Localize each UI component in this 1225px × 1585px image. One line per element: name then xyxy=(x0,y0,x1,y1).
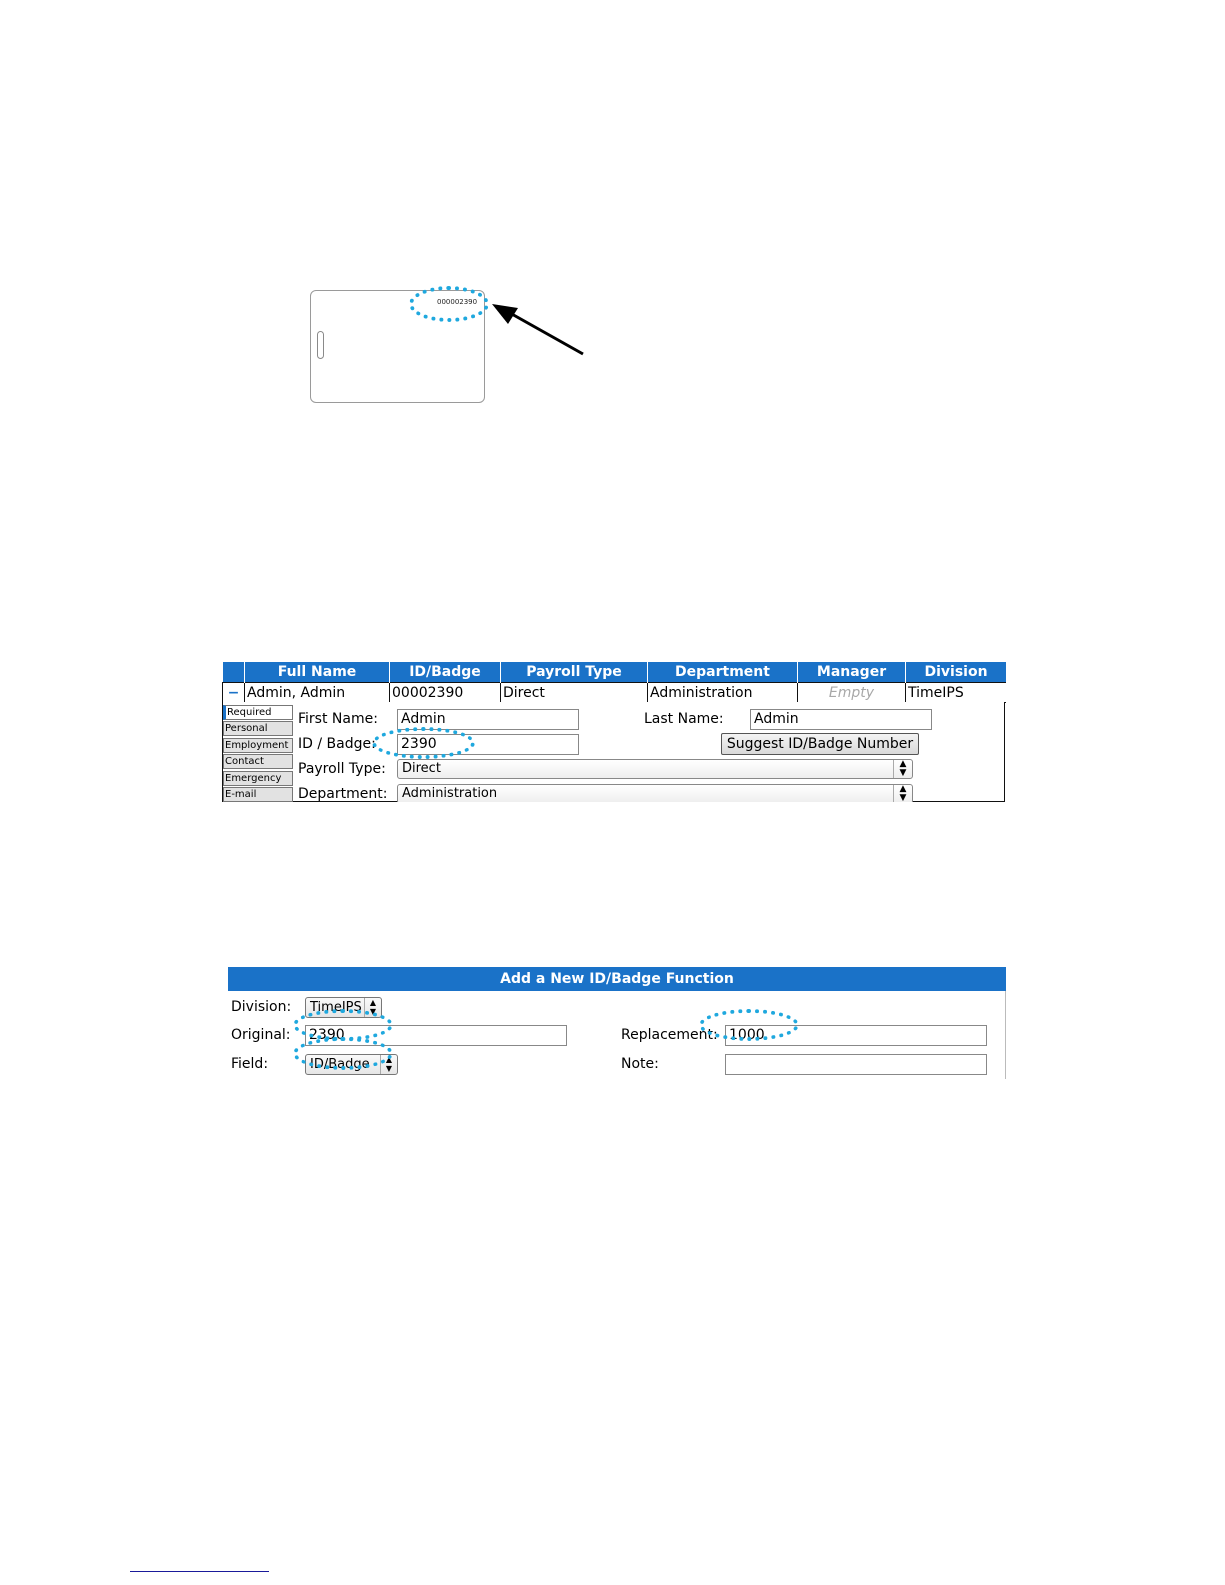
note-label: Note: xyxy=(621,1056,659,1072)
original-label: Original: xyxy=(231,1027,291,1043)
last-name-label: Last Name: xyxy=(644,711,724,727)
division-value: TimeIPS xyxy=(310,1000,362,1015)
badge-function-panel xyxy=(228,967,1006,1079)
division-select[interactable] xyxy=(305,997,382,1018)
cell-manager: Empty xyxy=(798,683,906,703)
last-name-input[interactable]: Admin xyxy=(750,709,932,730)
department-value: Administration xyxy=(402,786,498,801)
col-payroll-type[interactable]: Payroll Type xyxy=(501,662,648,683)
cell-payroll-type: Direct xyxy=(501,683,648,703)
pointer-arrow-icon xyxy=(488,300,588,360)
tab-employment[interactable]: Employment xyxy=(223,738,293,753)
department-select[interactable] xyxy=(397,784,913,802)
payroll-type-label: Payroll Type: xyxy=(298,761,386,777)
replacement-input[interactable]: 1000 xyxy=(725,1025,987,1046)
suggest-id-badge-button[interactable]: Suggest ID/Badge Number xyxy=(721,733,919,755)
chevron-up-down-icon: ▲ ▼ xyxy=(893,785,912,802)
payroll-type-select[interactable] xyxy=(397,759,913,779)
badge-card xyxy=(310,290,485,403)
first-name-input[interactable]: Admin xyxy=(397,709,579,730)
tab-contact[interactable]: Contact xyxy=(223,754,293,769)
col-manager[interactable]: Manager xyxy=(798,662,906,683)
field-value: ID/Badge xyxy=(310,1057,370,1072)
chevron-up-down-icon: ▲ ▼ xyxy=(893,760,912,778)
cell-department: Administration xyxy=(648,683,798,703)
footnote-divider xyxy=(130,1571,269,1572)
field-select[interactable] xyxy=(305,1054,398,1075)
col-division[interactable]: Division xyxy=(906,662,1007,683)
cell-full-name: Admin, Admin xyxy=(245,683,390,703)
col-full-name[interactable]: Full Name xyxy=(245,662,390,683)
tab-email[interactable]: E-mail xyxy=(223,787,293,802)
first-name-label: First Name: xyxy=(298,711,378,727)
employee-table xyxy=(222,662,1006,802)
replacement-label: Replacement: xyxy=(621,1027,718,1043)
collapse-toggle-icon[interactable]: − xyxy=(223,683,245,703)
table-row[interactable] xyxy=(223,683,1007,703)
division-label: Division: xyxy=(231,999,292,1015)
department-label: Department: xyxy=(298,786,388,802)
chevron-up-down-icon: ▲ ▼ xyxy=(364,998,381,1017)
field-label: Field: xyxy=(231,1056,269,1072)
tab-required[interactable]: Required xyxy=(223,705,293,720)
col-id-badge[interactable]: ID/Badge xyxy=(390,662,501,683)
note-input[interactable] xyxy=(725,1054,987,1075)
col-toggle xyxy=(223,662,245,683)
id-badge-input[interactable]: 2390 xyxy=(397,734,579,755)
card-slot xyxy=(317,331,324,359)
id-badge-label: ID / Badge: xyxy=(298,736,376,752)
card-badge-number: 000002390 xyxy=(437,298,478,306)
tab-personal[interactable]: Personal xyxy=(223,721,293,736)
col-department[interactable]: Department xyxy=(648,662,798,683)
badge-function-form xyxy=(228,991,1006,1079)
cell-id-badge: 00002390 xyxy=(390,683,501,703)
tab-emergency[interactable]: Emergency xyxy=(223,771,293,786)
employee-detail-panel xyxy=(222,702,1005,802)
badge-function-title: Add a New ID/Badge Function xyxy=(228,967,1006,991)
original-input[interactable]: 2390 xyxy=(305,1025,567,1046)
payroll-type-value: Direct xyxy=(402,761,441,776)
cell-division: TimeIPS xyxy=(906,683,1007,703)
chevron-up-down-icon: ▲ ▼ xyxy=(380,1055,397,1074)
table-header-row xyxy=(223,662,1007,683)
